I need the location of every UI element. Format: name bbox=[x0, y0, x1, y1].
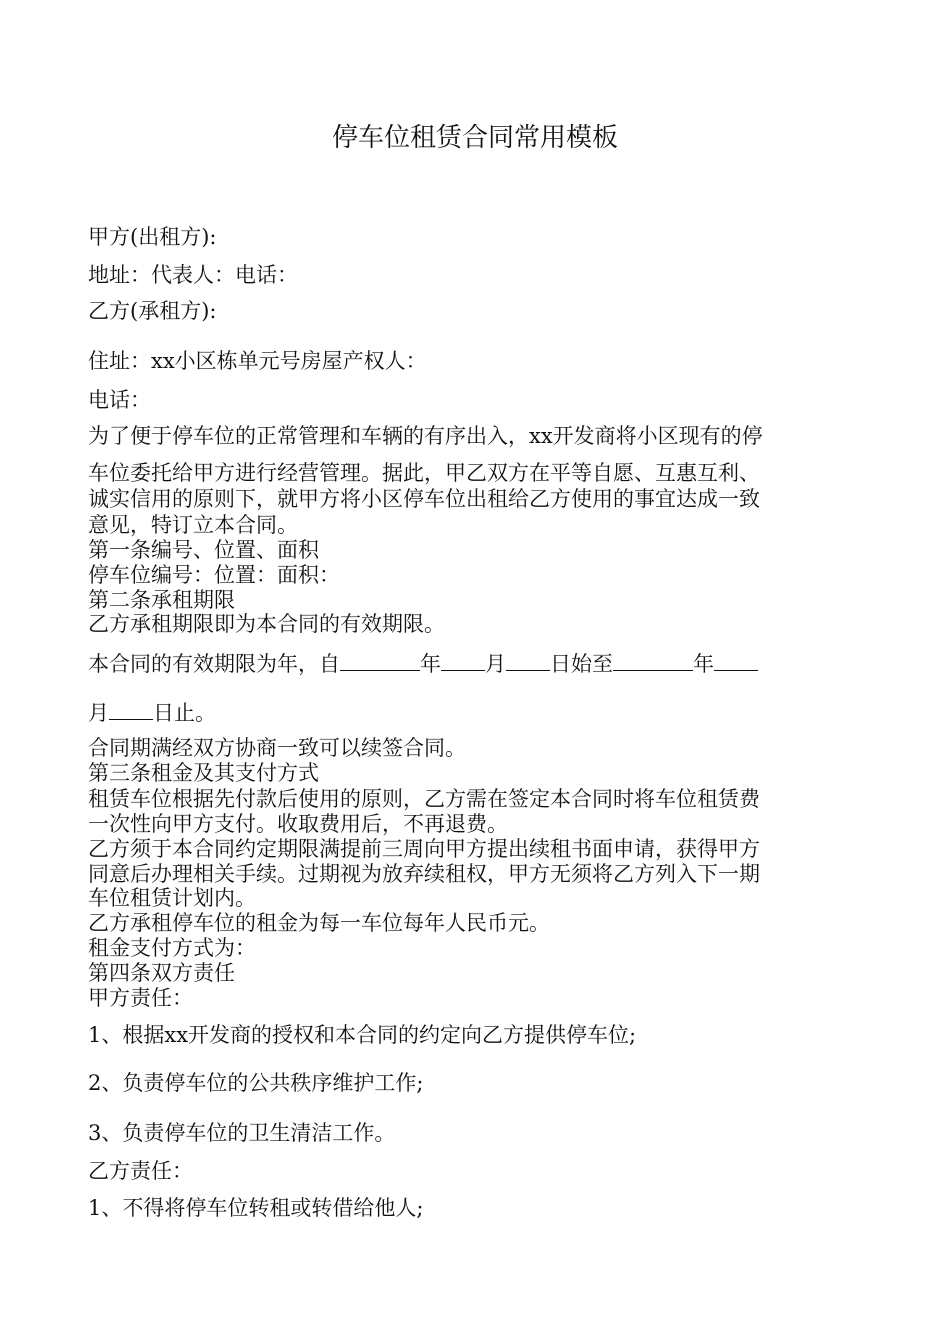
article-4-heading: 第四条双方责任 bbox=[88, 961, 235, 985]
term-end-text: 日止。 bbox=[153, 701, 216, 725]
term-text-part: 月 bbox=[485, 652, 506, 676]
term-dates-line-end bbox=[88, 697, 216, 726]
rent-amount-text: 乙方承租停车位的租金为每一车位每年人民币元。 bbox=[88, 911, 550, 935]
renewal-application-line-3: 车位租赁计划内。 bbox=[88, 886, 256, 910]
party-a-label: 甲方(出租方): bbox=[88, 225, 217, 249]
term-dates-line bbox=[88, 648, 758, 677]
preamble-line-2: 车位委托给甲方进行经营管理。据此，甲乙双方在平等自愿、互惠互利、 bbox=[88, 461, 760, 485]
renewal-text: 合同期满经双方协商一致可以续签合同。 bbox=[88, 736, 466, 760]
term-text-part: 本合同的有效期限为年，自 bbox=[88, 652, 340, 676]
start-month-blank bbox=[441, 648, 485, 671]
party-a-duty-1: 1、根据xx开发商的授权和本合同的约定向乙方提供停车位; bbox=[88, 1023, 637, 1047]
article-1-heading: 第一条编号、位置、面积 bbox=[88, 538, 319, 562]
party-b-phone-line: 电话： bbox=[88, 388, 151, 412]
party-a-duties-heading: 甲方责任： bbox=[88, 986, 193, 1010]
preamble-line-3: 诚实信用的原则下，就甲方将小区停车位出租给乙方使用的事宜达成一致 bbox=[88, 487, 760, 511]
preamble-line-1: 为了便于停车位的正常管理和车辆的有序出入，xx开发商将小区现有的停 bbox=[88, 424, 763, 448]
preamble-line-4: 意见，特订立本合同。 bbox=[88, 513, 298, 537]
start-day-blank bbox=[506, 648, 550, 671]
end-day-blank bbox=[109, 697, 153, 720]
term-text-part: 年 bbox=[420, 652, 441, 676]
parking-space-info: 停车位编号：位置：面积： bbox=[88, 563, 340, 587]
article-3-heading: 第三条租金及其支付方式 bbox=[88, 761, 319, 785]
term-text-part: 日始至 bbox=[550, 652, 613, 676]
payment-text-line-2: 一次性向甲方支付。收取费用后，不再退费。 bbox=[88, 812, 508, 836]
lease-term-text: 乙方承租期限即为本合同的有效期限。 bbox=[88, 612, 445, 636]
party-b-duties-heading: 乙方责任： bbox=[88, 1159, 193, 1183]
end-month-blank bbox=[714, 648, 758, 671]
party-b-duty-1: 1、不得将停车位转租或转借给他人; bbox=[88, 1196, 424, 1220]
start-year-blank bbox=[340, 648, 420, 671]
document-title: 停车位租赁合同常用模板 bbox=[331, 123, 618, 153]
party-a-contact-line: 地址：代表人：电话： bbox=[88, 263, 298, 287]
party-a-duty-3: 3、负责停车位的卫生清洁工作。 bbox=[88, 1121, 396, 1145]
term-text-part: 月 bbox=[88, 701, 109, 725]
renewal-application-line-2: 同意后办理相关手续。过期视为放弃续租权，甲方无须将乙方列入下一期 bbox=[88, 862, 760, 886]
article-2-heading: 第二条承租期限 bbox=[88, 588, 235, 612]
payment-method-text: 租金支付方式为： bbox=[88, 936, 256, 960]
party-b-label: 乙方(承租方): bbox=[88, 299, 217, 323]
term-text-part: 年 bbox=[693, 652, 714, 676]
party-b-address-line: 住址：xx小区栋单元号房屋产权人： bbox=[88, 349, 427, 373]
renewal-application-line-1: 乙方须于本合同约定期限满提前三周向甲方提出续租书面申请，获得甲方 bbox=[88, 837, 760, 861]
payment-text-line-1: 租赁车位根据先付款后使用的原则，乙方需在签定本合同时将车位租赁费 bbox=[88, 787, 760, 811]
end-year-blank bbox=[613, 648, 693, 671]
party-a-duty-2: 2、负责停车位的公共秩序维护工作; bbox=[88, 1071, 424, 1095]
